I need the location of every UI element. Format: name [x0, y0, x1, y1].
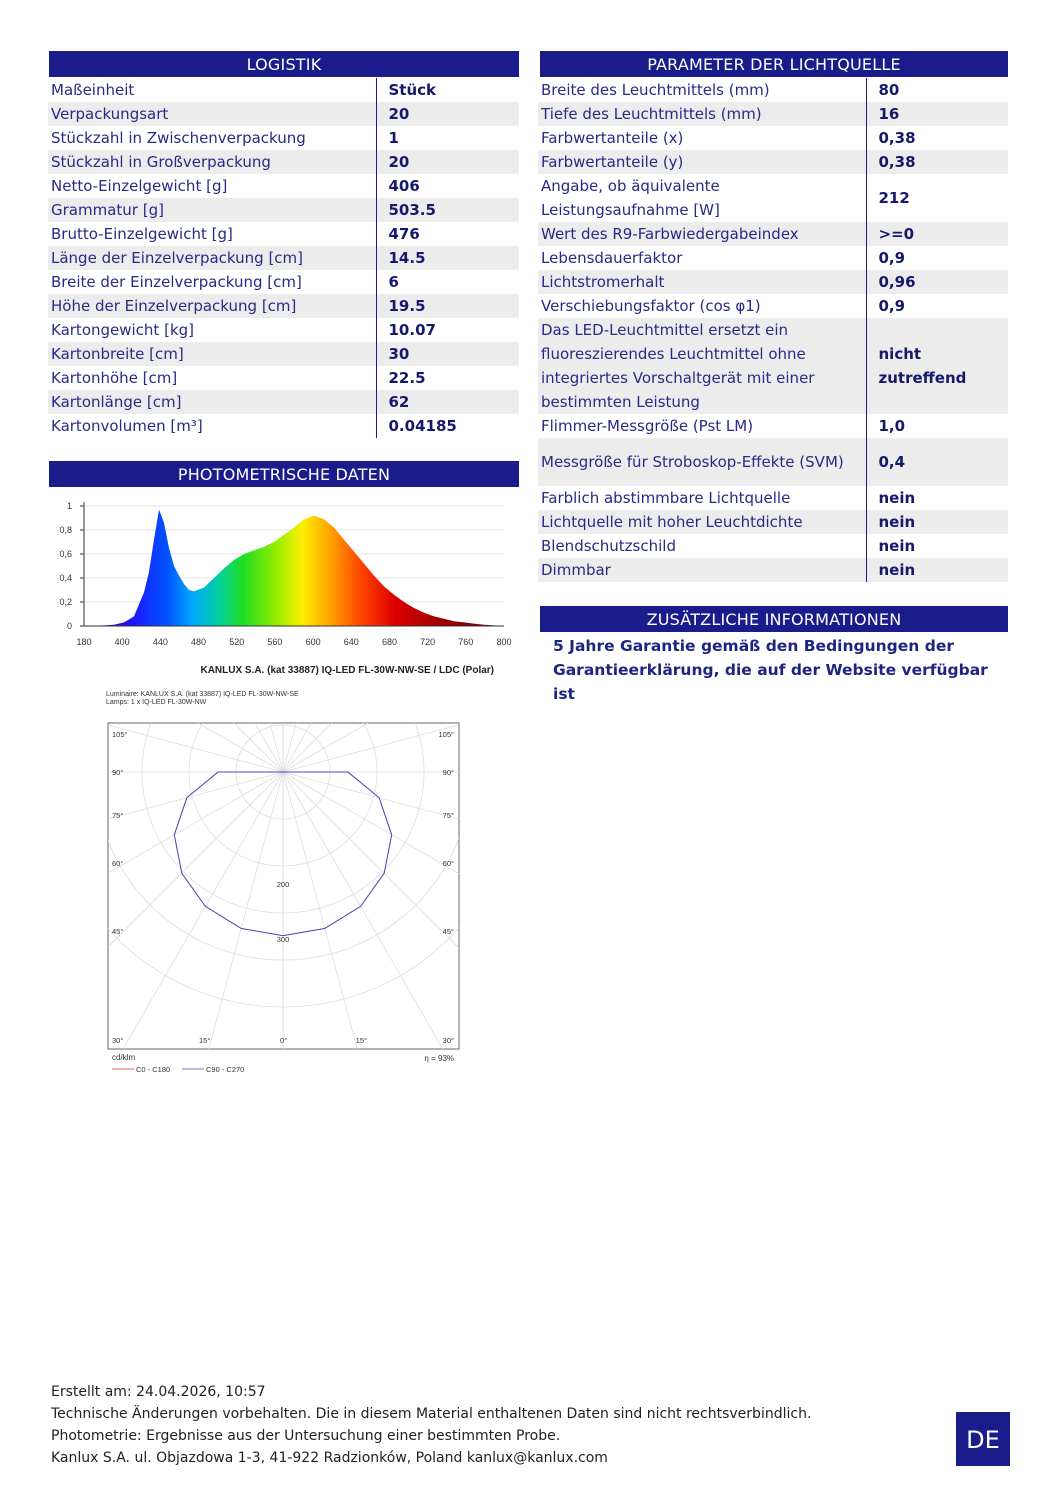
- table-row: [538, 246, 1008, 270]
- row-value: 20: [376, 102, 519, 126]
- table-row: [538, 222, 1008, 246]
- table-row: [48, 318, 519, 342]
- polar-radial-label: 300: [276, 935, 290, 944]
- table-row: [538, 150, 1008, 174]
- polar-angle-label: 90°: [112, 768, 124, 777]
- x-tick-label: 720: [420, 637, 436, 647]
- row-label: Das LED-Leuchtmittel ersetzt ein fluoreszierendes Leuchtmittel ohne integriertes Vorschaltgerät mit einer bestimmten Leistung: [538, 318, 866, 414]
- row-value: 212: [866, 174, 1008, 222]
- logistics-header: LOGISTIK: [49, 51, 519, 77]
- polar-angle-label: 15°: [355, 1036, 367, 1045]
- row-label: Lichtquelle mit hoher Leuchtdichte: [538, 510, 866, 534]
- lamps-line: Lamps: 1 x IQ-LED FL-30W-NW: [106, 699, 207, 706]
- row-value: 1: [376, 126, 519, 150]
- row-value: 6: [376, 270, 519, 294]
- row-label: Verpackungsart: [48, 102, 376, 126]
- row-label: Blendschutzschild: [541, 537, 676, 555]
- polar-radial-label: 200: [276, 880, 290, 889]
- row-label: Breite des Leuchtmittels (mm): [541, 81, 770, 99]
- y-tick-label: 0,6: [59, 549, 72, 559]
- row-label: Tiefe des Leuchtmittels (mm): [538, 102, 866, 126]
- row-value: nein: [866, 510, 1008, 534]
- table-row: [48, 222, 519, 246]
- row-value: 10.07: [376, 318, 519, 342]
- table-row: [538, 486, 1008, 510]
- table-row: [538, 414, 1008, 438]
- row-value: 80: [866, 78, 1008, 102]
- photometry-note: Photometrie: Ergebnisse aus der Untersuchung einer bestimmten Probe.: [51, 1428, 561, 1444]
- company-address: Kanlux S.A. ul. Objazdowa 1-3, 41-922 Radzionków, Poland kanlux@kanlux.com: [51, 1450, 608, 1466]
- row-label: Farbwertanteile (y): [538, 150, 866, 174]
- language-badge: DE: [956, 1412, 1010, 1466]
- row-value: 19.5: [376, 294, 519, 318]
- table-row: [48, 102, 519, 126]
- row-label: Verschiebungsfaktor (cos φ1): [541, 297, 761, 315]
- row-value: >=0: [866, 222, 1008, 246]
- footer: [51, 1381, 811, 1469]
- row-label: Lebensdauerfaktor: [541, 249, 683, 267]
- table-row: [48, 270, 519, 294]
- row-value: 22.5: [376, 366, 519, 390]
- table-row: [48, 342, 519, 366]
- row-value: 16: [866, 102, 1008, 126]
- table-row: [538, 126, 1008, 150]
- table-row: [538, 318, 1008, 414]
- row-label: Höhe der Einzelverpackung [cm]: [48, 294, 376, 318]
- table-row: [538, 510, 1008, 534]
- x-tick-label: 560: [267, 637, 283, 647]
- row-label: Farbwertanteile (x): [541, 129, 684, 147]
- table-row: [48, 294, 519, 318]
- row-value: nein: [866, 534, 1008, 558]
- row-value: 406: [376, 174, 519, 198]
- row-value: 0,4: [866, 438, 1008, 486]
- polar-angle-label: 75°: [442, 811, 454, 820]
- additional-info-header: ZUSÄTZLICHE INFORMATIONEN: [540, 606, 1008, 632]
- photometric-header: PHOTOMETRISCHE DATEN: [49, 461, 519, 487]
- row-value: 30: [376, 342, 519, 366]
- efficiency-label: η = 93%: [424, 1054, 454, 1063]
- disclaimer: Technische Änderungen vorbehalten. Die in diesem Material enthaltenen Daten sind nicht rechtsverbindlich.: [51, 1406, 812, 1422]
- polar-angle-label: 90°: [442, 768, 454, 777]
- y-tick-label: 0,2: [59, 597, 72, 607]
- polar-angle-label: 105°: [112, 730, 128, 739]
- table-row: [538, 438, 1008, 486]
- table-row: [48, 126, 519, 150]
- table-row: [538, 78, 1008, 102]
- created-date: Erstellt am: 24.04.2026, 10:57: [51, 1384, 266, 1400]
- polar-angle-label: 60°: [112, 859, 124, 868]
- unit-label: cd/klm: [112, 1053, 136, 1062]
- x-tick-label: 180: [76, 637, 92, 647]
- x-tick-label: 600: [305, 637, 321, 647]
- polar-angle-label: 105°: [438, 730, 454, 739]
- ldc-caption: KANLUX S.A. (kat 33887) IQ-LED FL-30W-NW-SE / LDC (Polar): [200, 665, 494, 676]
- light-source-table: [538, 78, 1008, 582]
- row-label: Messgröße für Stroboskop-Effekte (SVM): [538, 438, 866, 486]
- table-row: [48, 390, 519, 414]
- polar-angle-label: 45°: [442, 927, 454, 936]
- table-row: [538, 534, 1008, 558]
- x-tick-label: 640: [343, 637, 359, 647]
- spectrum-area: [84, 510, 504, 626]
- row-label: Kartonlänge [cm]: [48, 390, 376, 414]
- table-row: [538, 102, 1008, 126]
- light-source-header: PARAMETER DER LICHTQUELLE: [540, 51, 1008, 77]
- row-label: Stückzahl in Großverpackung: [48, 150, 376, 174]
- polar-angle-label: 75°: [112, 811, 124, 820]
- row-value: 503.5: [376, 198, 519, 222]
- x-tick-label: 520: [229, 637, 245, 647]
- legend-c90: C90 - C270: [206, 1065, 245, 1074]
- table-row: [538, 270, 1008, 294]
- row-label: Kartonvolumen [m³]: [51, 417, 203, 435]
- table-row: [48, 78, 519, 102]
- table-row: [48, 246, 519, 270]
- row-value: 1,0: [866, 414, 1008, 438]
- row-label: Angabe, ob äquivalente Leistungsaufnahme [W]: [541, 177, 720, 219]
- row-label: Netto-Einzelgewicht [g]: [51, 177, 228, 195]
- row-label: Grammatur [g]: [48, 198, 376, 222]
- row-label: Farblich abstimmbare Lichtquelle: [541, 489, 791, 507]
- table-row: [538, 294, 1008, 318]
- table-row: [48, 174, 519, 198]
- row-label: Dimmbar: [538, 558, 866, 582]
- table-row: [48, 366, 519, 390]
- row-value: 62: [376, 390, 519, 414]
- row-label: Kartonhöhe [cm]: [51, 369, 178, 387]
- polar-angle-label: 45°: [112, 927, 124, 936]
- row-label: Flimmer-Messgröße (Pst LM): [541, 417, 754, 435]
- polar-angle-label: 60°: [442, 859, 454, 868]
- row-value: 0,96: [866, 270, 1008, 294]
- row-value: Stück: [376, 78, 519, 102]
- polar-angle-label: 15°: [199, 1036, 211, 1045]
- row-label: Stückzahl in Zwischenverpackung: [51, 129, 306, 147]
- polar-angle-label: 0°: [280, 1036, 288, 1045]
- row-label: Lichtstromerhalt: [538, 270, 866, 294]
- polar-angle-label: 30°: [112, 1036, 124, 1045]
- row-value: 0.04185: [376, 414, 519, 438]
- row-value: nicht zutreffend: [866, 318, 1008, 414]
- table-row: [48, 414, 519, 438]
- x-tick-label: 480: [191, 637, 207, 647]
- y-tick-label: 0,4: [59, 573, 72, 583]
- row-value: 0,38: [866, 150, 1008, 174]
- polar-angle-label: 30°: [442, 1036, 454, 1045]
- x-tick-label: 400: [114, 637, 130, 647]
- warranty-text: 5 Jahre Garantie gemäß den Bedingungen der Garantieerklärung, die auf der Website verfügbar ist: [553, 637, 988, 703]
- row-label: Maßeinheit: [51, 81, 135, 99]
- x-tick-label: 680: [381, 637, 397, 647]
- table-row: [538, 174, 1008, 222]
- row-value: 0,9: [866, 294, 1008, 318]
- x-tick-label: 440: [152, 637, 168, 647]
- y-tick-label: 1: [66, 501, 72, 511]
- row-label: Kartonbreite [cm]: [48, 342, 376, 366]
- row-label: Länge der Einzelverpackung [cm]: [48, 246, 376, 270]
- row-value: 0,38: [866, 126, 1008, 150]
- legend-c0: C0 - C180: [136, 1065, 171, 1074]
- x-tick-label: 760: [458, 637, 474, 647]
- row-value: nein: [866, 558, 1008, 582]
- table-row: [538, 558, 1008, 582]
- y-tick-label: 0: [66, 621, 72, 631]
- logistics-table: [48, 78, 519, 438]
- row-value: nein: [866, 486, 1008, 510]
- row-value: 0,9: [866, 246, 1008, 270]
- row-value: 476: [376, 222, 519, 246]
- spectrum-chart: [48, 492, 520, 682]
- row-value: 20: [376, 150, 519, 174]
- row-label: Breite der Einzelverpackung [cm]: [51, 273, 302, 291]
- row-label: Kartongewicht [kg]: [51, 321, 194, 339]
- y-tick-label: 0,8: [59, 525, 72, 535]
- row-label: Brutto-Einzelgewicht [g]: [51, 225, 233, 243]
- table-row: [48, 198, 519, 222]
- row-value: 14.5: [376, 246, 519, 270]
- table-row: [48, 150, 519, 174]
- x-tick-label: 800: [496, 637, 512, 647]
- row-label: Wert des R9-Farbwiedergabeindex: [538, 222, 866, 246]
- polar-ldc-chart: [104, 688, 474, 1080]
- luminaire-line: Luminaire: KANLUX S.A. (kat 33887) IQ-LED FL-30W-NW-SE: [106, 691, 299, 698]
